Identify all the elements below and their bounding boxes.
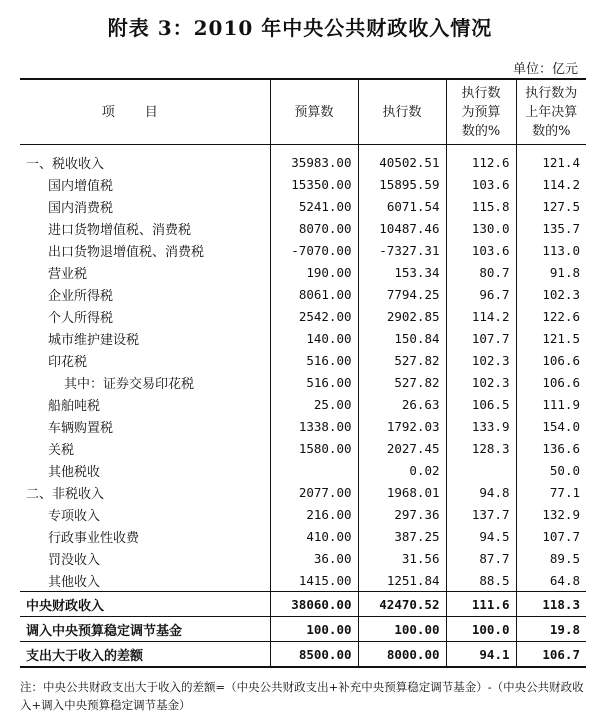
header-item: 项目 [20, 79, 270, 145]
cell-pct-budget: 88.5 [446, 569, 516, 592]
cell-budget: 216.00 [270, 503, 358, 525]
cell-budget: 38060.00 [270, 592, 358, 617]
table-row [20, 195, 586, 217]
row-label: 船舶吨税 [48, 398, 101, 414]
cell-pct-budget: 111.6 [446, 592, 516, 617]
cell-budget: 516.00 [270, 371, 358, 393]
cell-pct-budget: 133.9 [446, 415, 516, 437]
row-label: 城市维护建设税 [48, 332, 140, 348]
header-pct-budget-line: 执行数 [461, 85, 501, 101]
cell-actual: 527.82 [358, 349, 446, 371]
cell-actual: 10487.46 [358, 217, 446, 239]
cell-pct-budget: 103.6 [446, 239, 516, 261]
cell-pct-prev: 106.6 [516, 371, 586, 393]
table-row [20, 327, 586, 349]
header-pct-budget [446, 79, 516, 145]
summary-row [20, 642, 586, 668]
row-label: 个人所得税 [48, 310, 114, 326]
cell-pct-prev: 106.6 [516, 349, 586, 371]
cell-budget: 1338.00 [270, 415, 358, 437]
cell-budget: 5241.00 [270, 195, 358, 217]
header-pct-prev-line: 上年决算 [525, 104, 578, 120]
cell-pct-budget: 112.6 [446, 145, 516, 174]
cell-budget: 1580.00 [270, 437, 358, 459]
cell-pct-prev: 19.8 [516, 617, 586, 642]
cell-pct-prev: 91.8 [516, 261, 586, 283]
footnote: 注：中央公共财政支出大于收入的差额=（中央公共财政支出+补充中央预算稳定调节基金）-（中央公共财政收入+调入中央预算稳定调节基金） [20, 680, 584, 712]
cell-actual: 40502.51 [358, 145, 446, 174]
row-label: 国内增值税 [48, 178, 114, 194]
cell-actual: 153.34 [358, 261, 446, 283]
cell-pct-prev: 136.6 [516, 437, 586, 459]
cell-budget: 8070.00 [270, 217, 358, 239]
header-pct-prev-line: 数的% [532, 123, 571, 139]
table-row [20, 503, 586, 525]
cell-pct-prev: 111.9 [516, 393, 586, 415]
cell-actual: -7327.31 [358, 239, 446, 261]
cell-budget [270, 459, 358, 481]
cell-pct-budget: 102.3 [446, 371, 516, 393]
row-label: 国内消费税 [48, 200, 114, 216]
row-label: 印花税 [48, 354, 88, 370]
cell-budget: 100.00 [270, 617, 358, 642]
cell-budget: 8061.00 [270, 283, 358, 305]
cell-pct-prev: 107.7 [516, 525, 586, 547]
cell-pct-prev: 154.0 [516, 415, 586, 437]
summary-row [20, 592, 586, 617]
table-row [20, 393, 586, 415]
page-title: 附表 3：2010 年中央公共财政收入情况 [107, 16, 493, 40]
cell-actual: 6071.54 [358, 195, 446, 217]
cell-actual: 2027.45 [358, 437, 446, 459]
cell-actual: 297.36 [358, 503, 446, 525]
cell-actual: 0.02 [358, 459, 446, 481]
cell-pct-budget: 103.6 [446, 173, 516, 195]
row-label: 其他税收 [48, 464, 101, 480]
cell-pct-prev: 89.5 [516, 547, 586, 569]
cell-pct-budget: 94.5 [446, 525, 516, 547]
cell-pct-budget: 115.8 [446, 195, 516, 217]
table-row [20, 569, 586, 592]
header-actual: 执行数 [358, 79, 446, 145]
cell-pct-prev: 121.5 [516, 327, 586, 349]
table-row [20, 145, 586, 174]
row-label: 二、非税收入 [26, 486, 105, 502]
cell-actual: 150.84 [358, 327, 446, 349]
cell-pct-budget [446, 459, 516, 481]
cell-budget: 2077.00 [270, 481, 358, 503]
cell-pct-budget: 128.3 [446, 437, 516, 459]
cell-pct-prev: 122.6 [516, 305, 586, 327]
summary-row [20, 617, 586, 642]
cell-actual: 42470.52 [358, 592, 446, 617]
cell-pct-prev: 135.7 [516, 217, 586, 239]
cell-pct-prev: 127.5 [516, 195, 586, 217]
table-row [20, 217, 586, 239]
cell-budget: 516.00 [270, 349, 358, 371]
cell-actual: 15895.59 [358, 173, 446, 195]
cell-budget: 410.00 [270, 525, 358, 547]
cell-pct-budget: 130.0 [446, 217, 516, 239]
cell-pct-prev: 77.1 [516, 481, 586, 503]
cell-actual: 7794.25 [358, 283, 446, 305]
cell-actual: 100.00 [358, 617, 446, 642]
revenue-table [20, 78, 586, 668]
table-row [20, 305, 586, 327]
row-label: 企业所得税 [48, 288, 114, 304]
row-label: 行政事业性收费 [48, 530, 140, 546]
cell-actual: 8000.00 [358, 642, 446, 668]
row-label: 车辆购置税 [48, 420, 114, 436]
row-label: 出口货物退增值税、消费税 [48, 244, 205, 260]
cell-pct-prev: 132.9 [516, 503, 586, 525]
cell-actual: 1251.84 [358, 569, 446, 592]
row-label: 其他收入 [48, 574, 101, 590]
table-row [20, 459, 586, 481]
cell-pct-prev: 113.0 [516, 239, 586, 261]
cell-pct-budget: 107.7 [446, 327, 516, 349]
cell-budget: 15350.00 [270, 173, 358, 195]
cell-budget: 2542.00 [270, 305, 358, 327]
cell-actual: 26.63 [358, 393, 446, 415]
cell-actual: 1792.03 [358, 415, 446, 437]
cell-budget: 8500.00 [270, 642, 358, 668]
row-label: 中央财政收入 [20, 592, 270, 617]
table-row [20, 481, 586, 503]
cell-pct-budget: 114.2 [446, 305, 516, 327]
cell-budget: 36.00 [270, 547, 358, 569]
cell-pct-budget: 94.8 [446, 481, 516, 503]
cell-budget: 35983.00 [270, 145, 358, 174]
cell-pct-budget: 96.7 [446, 283, 516, 305]
table-row [20, 173, 586, 195]
row-label: 关税 [48, 442, 75, 458]
cell-budget: 1415.00 [270, 569, 358, 592]
cell-actual: 527.82 [358, 371, 446, 393]
cell-budget: 190.00 [270, 261, 358, 283]
table-row [20, 261, 586, 283]
row-label: 其中：证券交易印花税 [64, 376, 195, 392]
row-label: 营业税 [48, 266, 88, 282]
cell-pct-budget: 94.1 [446, 642, 516, 668]
row-label: 专项收入 [48, 508, 101, 524]
cell-actual: 31.56 [358, 547, 446, 569]
cell-pct-prev: 121.4 [516, 145, 586, 174]
cell-pct-budget: 106.5 [446, 393, 516, 415]
cell-pct-budget: 80.7 [446, 261, 516, 283]
header-pct-budget-line: 为预算 [461, 104, 501, 120]
table-row [20, 349, 586, 371]
cell-pct-budget: 87.7 [446, 547, 516, 569]
cell-pct-prev: 50.0 [516, 459, 586, 481]
unit-label: 单位：亿元 [512, 62, 578, 77]
cell-pct-prev: 118.3 [516, 592, 586, 617]
table-header-row [20, 79, 586, 145]
row-label: 一、税收收入 [26, 156, 105, 172]
table-row [20, 239, 586, 261]
cell-actual: 387.25 [358, 525, 446, 547]
cell-pct-prev: 102.3 [516, 283, 586, 305]
table-row [20, 283, 586, 305]
cell-pct-budget: 102.3 [446, 349, 516, 371]
cell-pct-budget: 100.0 [446, 617, 516, 642]
row-label: 支出大于收入的差额 [20, 642, 270, 668]
row-label: 进口货物增值税、消费税 [48, 222, 192, 238]
header-budget: 预算数 [270, 79, 358, 145]
header-pct-prev-line: 执行数为 [525, 85, 578, 101]
row-label: 罚没收入 [48, 552, 101, 568]
cell-budget: 140.00 [270, 327, 358, 349]
cell-actual: 1968.01 [358, 481, 446, 503]
cell-budget: 25.00 [270, 393, 358, 415]
header-pct-prev [516, 79, 586, 145]
table-row [20, 437, 586, 459]
cell-pct-budget: 137.7 [446, 503, 516, 525]
cell-pct-prev: 114.2 [516, 173, 586, 195]
table-row [20, 525, 586, 547]
row-label: 调入中央预算稳定调节基金 [20, 617, 270, 642]
header-pct-budget-line: 数的% [461, 123, 501, 139]
cell-budget: -7070.00 [270, 239, 358, 261]
table-row [20, 415, 586, 437]
cell-actual: 2902.85 [358, 305, 446, 327]
table-row [20, 547, 586, 569]
cell-pct-prev: 64.8 [516, 569, 586, 592]
table-row [20, 371, 586, 393]
cell-pct-prev: 106.7 [516, 642, 586, 668]
